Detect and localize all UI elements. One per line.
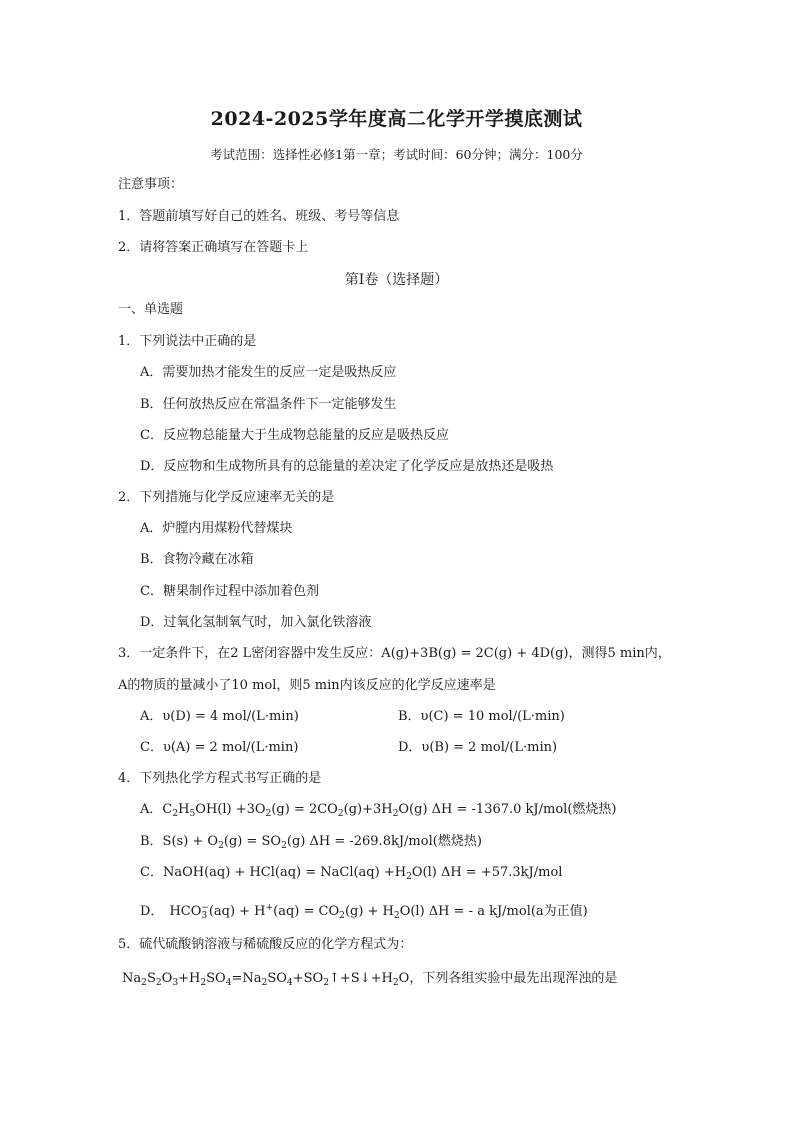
q3-stem-line-1: 3．一定条件下，在2 L密闭容器中发生反应：A(g)+3B(g) = 2C(g) + 4D(g)，测得5 min内， <box>118 646 671 661</box>
q3-option-d: D．υ(B) = 2 mol/(L·min) <box>398 740 558 755</box>
q3-stem-line-2: A的物质的量减小了10 mol，则5 min内该反应的化学反应速率是 <box>118 678 496 693</box>
q1-option-a: A．需要加热才能发生的反应一定是吸热反应 <box>140 365 397 380</box>
q1-option-d: D．反应物和生成物所具有的总能量的差决定了化学反应是放热还是吸热 <box>140 459 554 474</box>
q3-option-b: B．υ(C) = 10 mol/(L·min) <box>398 709 565 724</box>
q4-option-d: D． $HCO_3^-(aq) + H^+(aq) = CO_2(g) + H_2O(l) \Delta H$ = - a kJ/mol(a为正值) <box>140 903 588 921</box>
q2-option-b: B．食物冷藏在冰箱 <box>140 552 254 567</box>
q2-stem: 2．下列措施与化学反应速率无关的是 <box>118 490 335 505</box>
q4-option-b: B．$S(s) + O_2(g) = SO_2(g) \Delta H = -269.8kJ/mol$(燃烧热) <box>140 834 482 851</box>
part-title: 一、单选题 <box>118 302 184 317</box>
q1-option-c: C．反应物总能量大于生成物总能量的反应是吸热反应 <box>140 428 449 443</box>
notice-item-1: 1．答题前填写好自己的姓名、班级、考号等信息 <box>118 209 400 224</box>
q2-option-c: C．糖果制作过程中添加着色剂 <box>140 584 319 599</box>
notice-heading: 注意事项： <box>118 177 184 192</box>
q5-stem-line-1: 5．硫代硫酸钠溶液与稀硫酸反应的化学方程式为： <box>118 937 413 952</box>
q4-option-a: A．$C_2H_5OH(l) +3O_2(g) = 2CO_2(g)+3H_2O(g) \Delta H = -1367.0$ kJ/mol(燃烧热) <box>140 802 617 819</box>
q3-option-a: A．υ(D) = 4 mol/(L·min) <box>140 709 299 724</box>
q5-stem-line-2: ，下列各组实验中最先出现浑浊的是 <box>409 971 618 986</box>
q2-option-a: A．炉膛内用煤粉代替煤块 <box>140 521 293 536</box>
q5-equation: $Na_2S_2O_3+H_2SO_4=Na_2SO_4+SO_2↑+S↓+H_2O$ <box>122 971 410 988</box>
section-title: 第I卷（选择题） <box>344 272 449 288</box>
q3-option-c: C．υ(A) = 2 mol/(L·min) <box>140 740 299 755</box>
exam-title: 2024-2025学年度高二化学开学摸底测试 <box>210 108 583 130</box>
exam-subtitle: 考试范围：选择性必修1第一章；考试时间：60分钟；满分：100分 <box>210 147 583 162</box>
gas-arrow-up: ↑ <box>328 971 340 986</box>
q1-stem: 1．下列说法中正确的是 <box>118 334 257 349</box>
precipitate-arrow-down: ↓ <box>359 971 371 986</box>
q4-option-c: C．NaOH(aq) + HCl(aq) = NaCl(aq) $+H_2O(l) \Delta H = +57.3kJ/mol$ <box>140 865 563 882</box>
q1-option-b: B．任何放热反应在常温条件下一定能够发生 <box>140 397 397 412</box>
q2-option-d: D．过氧化氢制氧气时，加入氯化铁溶液 <box>140 615 372 630</box>
q4-stem: 4．下列热化学方程式书写正确的是 <box>118 771 322 786</box>
notice-item-2: 2．请将答案正确填写在答题卡上 <box>118 240 309 255</box>
q5-equation-line <box>122 970 617 992</box>
